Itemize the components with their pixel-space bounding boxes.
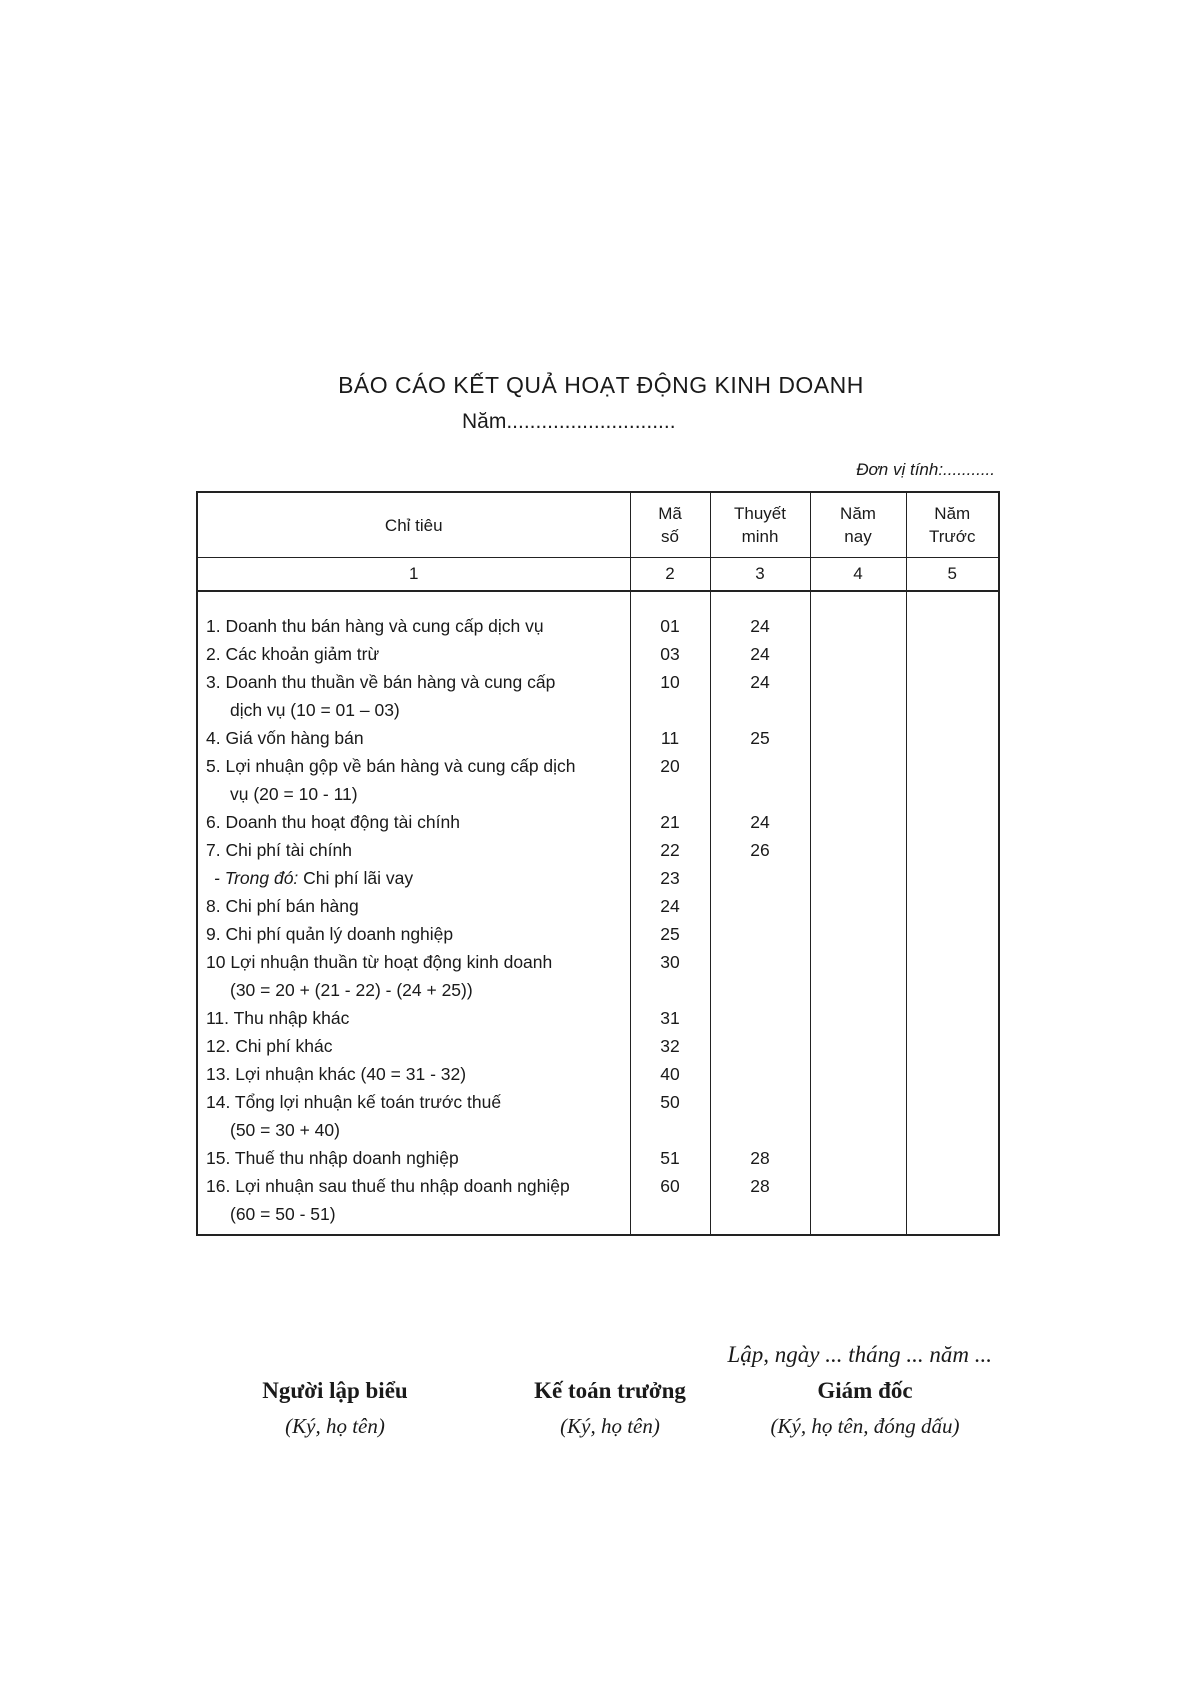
row-this-year [810,864,906,892]
row-code: 10 [630,668,710,724]
signature-preparer [225,1378,445,1439]
row-this-year [810,640,906,668]
signature-chief-accountant [500,1378,720,1439]
row-indicator-line: 16. Lợi nhuận sau thuế thu nhập doanh nghiệp [206,1176,570,1196]
row-explanation: 24 [710,591,810,640]
table-row [197,920,999,948]
row-indicator [197,920,630,948]
row-indicator [197,668,630,724]
row-last-year [906,836,999,864]
row-this-year [810,808,906,836]
row-indicator-text: Chi phí lãi vay [298,868,414,888]
table-row [197,591,999,640]
row-indicator [197,1172,630,1235]
signature-director [730,1378,1000,1439]
table-row [197,892,999,920]
table-row [197,836,999,864]
row-indicator-italic: - Trong đó: [214,868,299,888]
row-code: 51 [630,1144,710,1172]
row-code: 31 [630,1004,710,1032]
table-row [197,948,999,1004]
row-indicator-line: 2. Các khoản giảm trừ [206,644,380,664]
row-explanation [710,864,810,892]
column-number: 4 [810,558,906,592]
table-row [197,1004,999,1032]
currency-unit: Đơn vị tính:........... [856,460,995,479]
row-code: 32 [630,1032,710,1060]
row-explanation [710,892,810,920]
row-last-year [906,1172,999,1235]
row-code: 50 [630,1088,710,1144]
row-indicator-formula: (60 = 50 - 51) [230,1204,336,1224]
row-code: 01 [630,591,710,640]
row-code: 23 [630,864,710,892]
row-code: 22 [630,836,710,864]
table-header-row [197,492,999,558]
row-indicator-line [206,868,413,888]
row-last-year [906,752,999,808]
row-indicator-line: 10 Lợi nhuận thuần từ hoạt động kinh doanh [206,952,553,972]
header-explanation: Thuyết minh [710,492,810,558]
table-row [197,1060,999,1088]
table-row [197,1172,999,1235]
row-indicator [197,752,630,808]
column-number: 2 [630,558,710,592]
row-explanation [710,1032,810,1060]
row-indicator [197,864,630,892]
row-last-year [906,1032,999,1060]
row-indicator [197,948,630,1004]
row-this-year [810,1088,906,1144]
row-code: 03 [630,640,710,668]
row-this-year [810,668,906,724]
signature-role: Kế toán trưởng [534,1378,686,1403]
row-explanation: 24 [710,640,810,668]
row-indicator-line: 11. Thu nhập khác [206,1008,350,1028]
row-this-year [810,948,906,1004]
row-this-year [810,892,906,920]
report-title: BÁO CÁO KẾT QUẢ HOẠT ĐỘNG KINH DOANH [338,372,864,398]
row-indicator-line: 12. Chi phí khác [206,1036,333,1056]
signature-role: Giám đốc [817,1378,913,1403]
row-last-year [906,920,999,948]
row-code: 25 [630,920,710,948]
row-this-year [810,920,906,948]
row-this-year [810,1060,906,1088]
row-indicator [197,1004,630,1032]
row-indicator-line: 1. Doanh thu bán hàng và cung cấp dịch vụ [206,616,544,636]
row-last-year [906,948,999,1004]
row-indicator-line: 7. Chi phí tài chính [206,840,352,860]
row-explanation: 24 [710,668,810,724]
row-indicator-formula: (30 = 20 + (21 - 22) - (24 + 25)) [230,980,473,1000]
row-code: 11 [630,724,710,752]
row-indicator [197,808,630,836]
row-indicator-line: 6. Doanh thu hoạt động tài chính [206,812,460,832]
row-explanation: 28 [710,1172,810,1235]
header-this-year: Năm nay [810,492,906,558]
row-explanation [710,948,810,1004]
row-this-year [810,591,906,640]
table-row [197,668,999,724]
row-last-year [906,640,999,668]
row-last-year [906,668,999,724]
column-number: 5 [906,558,999,592]
row-indicator [197,724,630,752]
signature-role: Người lập biểu [262,1378,408,1403]
row-indicator-line: 15. Thuế thu nhập doanh nghiệp [206,1148,459,1168]
table-row [197,864,999,892]
row-code: 60 [630,1172,710,1235]
row-last-year [906,864,999,892]
row-indicator [197,836,630,864]
table-row [197,808,999,836]
table-row [197,752,999,808]
signature-hint: (Ký, họ tên) [560,1414,660,1438]
row-this-year [810,724,906,752]
header-indicator: Chỉ tiêu [197,492,630,558]
row-indicator-line: 4. Giá vốn hàng bán [206,728,364,748]
row-last-year [906,1060,999,1088]
row-indicator-formula: vụ (20 = 10 - 11) [230,784,358,804]
row-explanation [710,920,810,948]
signature-hint: (Ký, họ tên, đóng dấu) [770,1414,960,1438]
row-this-year [810,1172,906,1235]
row-this-year [810,836,906,864]
row-indicator [197,1088,630,1144]
table-row [197,1144,999,1172]
table-row [197,1088,999,1144]
row-explanation: 24 [710,808,810,836]
signature-hint: (Ký, họ tên) [285,1414,385,1438]
row-last-year [906,1004,999,1032]
row-this-year [810,1004,906,1032]
header-last-year: Năm Trước [906,492,999,558]
row-explanation [710,1088,810,1144]
column-number: 1 [197,558,630,592]
row-indicator [197,1060,630,1088]
row-indicator-line: 9. Chi phí quản lý doanh nghiệp [206,924,454,944]
table-row [197,1032,999,1060]
row-explanation: 25 [710,724,810,752]
row-indicator [197,640,630,668]
row-code: 24 [630,892,710,920]
header-code: Mã số [630,492,710,558]
row-last-year [906,591,999,640]
sign-date-line: Lập, ngày ... tháng ... năm ... [727,1342,992,1367]
table-row [197,724,999,752]
row-indicator [197,591,630,640]
row-indicator-formula: dịch vụ (10 = 01 – 03) [230,700,400,720]
row-this-year [810,1032,906,1060]
row-last-year [906,1144,999,1172]
row-last-year [906,1088,999,1144]
row-explanation [710,1004,810,1032]
row-indicator [197,1144,630,1172]
row-last-year [906,892,999,920]
row-this-year [810,1144,906,1172]
row-last-year [906,808,999,836]
row-indicator-line: 13. Lợi nhuận khác (40 = 31 - 32) [206,1064,467,1084]
column-number: 3 [710,558,810,592]
column-number-row [197,558,999,592]
table-row [197,640,999,668]
row-code: 20 [630,752,710,808]
row-explanation [710,752,810,808]
income-statement-table [196,491,1000,1236]
row-indicator-line: 14. Tổng lợi nhuận kế toán trước thuế [206,1092,502,1112]
row-indicator [197,1032,630,1060]
row-this-year [810,752,906,808]
row-indicator-formula: (50 = 30 + 40) [230,1120,340,1140]
row-last-year [906,724,999,752]
row-indicator-line: 5. Lợi nhuận gộp về bán hàng và cung cấp dịch [206,756,576,776]
row-code: 21 [630,808,710,836]
row-explanation [710,1060,810,1088]
row-indicator-line: 3. Doanh thu thuần về bán hàng và cung cấp [206,672,556,692]
row-indicator-line: 8. Chi phí bán hàng [206,896,359,916]
row-indicator [197,892,630,920]
row-code: 30 [630,948,710,1004]
row-explanation: 26 [710,836,810,864]
report-year: Năm............................. [462,410,676,433]
row-explanation: 28 [710,1144,810,1172]
row-code: 40 [630,1060,710,1088]
